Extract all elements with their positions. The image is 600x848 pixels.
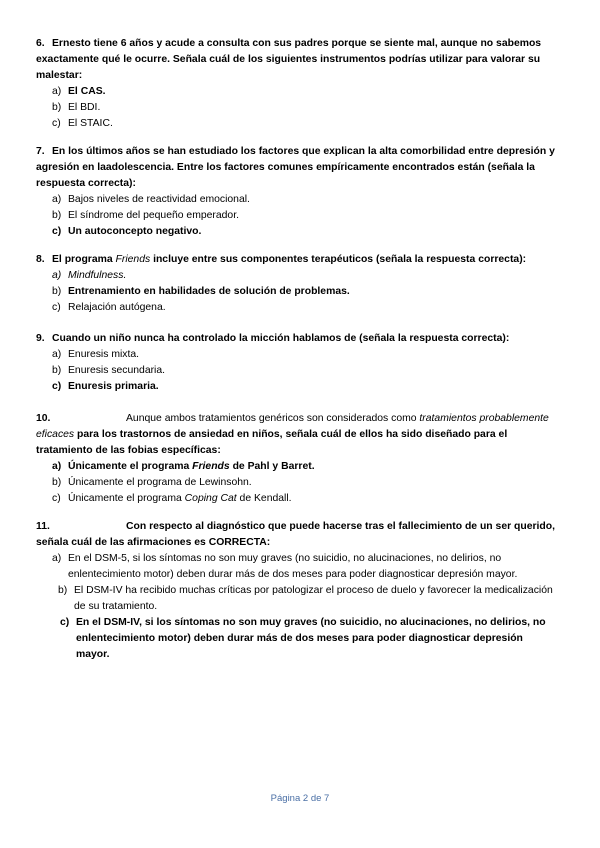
option-text: Enuresis primaria. — [68, 381, 159, 392]
option-label: b) — [52, 286, 62, 297]
option-b — [36, 363, 556, 379]
option-label: c) — [52, 493, 61, 504]
option-label: a) — [52, 553, 62, 564]
option-b — [36, 284, 556, 300]
question-text-part: incluye entre sus componentes terapéuticos (señala la respuesta correcta): — [150, 254, 527, 265]
question-number: 9. — [36, 333, 45, 344]
program-name: Friends — [192, 461, 230, 472]
option-c — [36, 615, 556, 663]
option-label: a) — [52, 86, 62, 97]
option-label: b) — [52, 477, 62, 488]
option-text: El STAIC. — [68, 118, 113, 129]
option-text: Un autoconcepto negativo. — [68, 226, 202, 237]
option-text: El DSM-IV ha recibido muchas críticas por patologizar el proceso de duelo y favorecer la medicalización de su tratamiento. — [74, 585, 553, 612]
option-b — [36, 583, 556, 615]
question-text-part: Aunque ambos tratamientos genéricos son considerados como — [126, 413, 420, 424]
option-c — [36, 379, 556, 395]
option-text: Bajos niveles de reactividad emocional. — [68, 194, 250, 205]
question-stem — [36, 252, 556, 268]
option-a — [36, 551, 556, 583]
question-6 — [36, 36, 556, 132]
option-b — [36, 100, 556, 116]
option-label: a) — [52, 349, 62, 360]
option-text: En el DSM-IV, si los síntomas no son muy graves (no suicidio, no alucinaciones, no delirios, no enlentecimiento motor) deben durar más de dos meses para poder diagnosticar depresión mayor. — [76, 617, 546, 660]
option-c — [36, 224, 556, 240]
question-text: En los últimos años se han estudiado los factores que explican la alta comorbilidad entre depresión y agresión en laadolescencia. Entre los factores comunes empíricamente encontrados están (señala la respuesta correcta): — [36, 146, 555, 189]
question-number: 8. — [36, 254, 45, 265]
question-number: 6. — [36, 38, 45, 49]
question-text-part: para los trastornos de ansiedad en niños, señala cuál de ellos ha sido diseñado para el tratamiento de las fobias específicas: — [36, 429, 508, 456]
option-label: a) — [52, 270, 62, 281]
option-b — [36, 475, 556, 491]
option-label: c) — [52, 226, 62, 237]
option-a — [36, 268, 556, 284]
question-text — [52, 254, 526, 265]
program-name: Coping Cat — [184, 493, 237, 504]
question-stem — [36, 331, 556, 347]
option-text-part: Únicamente el programa — [68, 493, 185, 504]
option-text: En el DSM-5, si los síntomas no son muy graves (no suicidio, no alucinaciones, no delirios, no enlentecimiento motor) deben durar más de dos meses para poder diagnosticar depresión mayor. — [68, 553, 518, 580]
option-c — [36, 491, 556, 507]
question-stem — [36, 144, 556, 192]
page-footer: Página 2 de 7 — [270, 793, 330, 804]
option-text: Entrenamiento en habilidades de solución de problemas. — [68, 286, 350, 297]
question-10 — [36, 411, 556, 507]
option-label: c) — [60, 617, 70, 628]
option-a — [36, 84, 556, 100]
question-text: Cuando un niño nunca ha controlado la micción hablamos de (señala la respuesta correcta): — [52, 333, 510, 344]
option-label: a) — [52, 461, 62, 472]
option-text — [68, 459, 556, 475]
program-name: Friends — [115, 254, 151, 265]
option-text: Enuresis mixta. — [68, 349, 140, 360]
question-text-part: El programa — [52, 254, 116, 265]
option-text-part: Únicamente el programa — [68, 461, 193, 472]
option-text-part: de Pahl y Barret. — [229, 461, 315, 472]
question-number: 11. — [36, 521, 50, 532]
option-text: Enuresis secundaria. — [68, 365, 166, 376]
option-text: El BDI. — [68, 102, 101, 113]
question-text-italic: tratamientos probablemente eficaces — [36, 413, 549, 440]
option-label: b) — [52, 102, 62, 113]
option-label: c) — [52, 381, 62, 392]
option-text-part: de Kendall. — [236, 493, 292, 504]
option-label: b) — [58, 585, 68, 596]
option-text: El síndrome del pequeño emperador. — [68, 210, 239, 221]
question-stem — [36, 411, 556, 459]
question-text: Ernesto tiene 6 años y acude a consulta con sus padres porque se siente mal, aunque no sabemos exactamente qué le ocurre. Señala cuál de los siguientes instrumentos podrías utilizar para valorar su malestar: — [36, 38, 542, 81]
question-11 — [36, 519, 556, 663]
question-9 — [36, 331, 556, 395]
option-text — [68, 491, 556, 507]
option-a — [36, 347, 556, 363]
option-a — [36, 192, 556, 208]
question-8 — [36, 252, 556, 316]
option-c — [36, 116, 556, 132]
option-text: Relajación autógena. — [68, 302, 166, 313]
option-c — [36, 300, 556, 316]
question-7 — [36, 144, 556, 240]
question-stem — [36, 519, 556, 551]
option-a — [36, 459, 556, 475]
question-stem — [36, 36, 556, 84]
option-text: Únicamente el programa de Lewinsohn. — [68, 477, 252, 488]
question-number: 10. — [36, 413, 51, 424]
option-label: b) — [52, 365, 62, 376]
option-label: c) — [52, 302, 61, 313]
option-b — [36, 208, 556, 224]
option-text: El CAS. — [68, 86, 106, 97]
option-text: Mindfulness. — [68, 270, 127, 281]
option-label: a) — [52, 194, 62, 205]
option-label: b) — [52, 210, 62, 221]
question-text: Con respecto al diagnóstico que puede hacerse tras el fallecimiento de un ser querido, señala cuál de las afirmaciones es CORRECTA: — [36, 521, 556, 548]
question-number: 7. — [36, 146, 45, 157]
option-label: c) — [52, 118, 61, 129]
